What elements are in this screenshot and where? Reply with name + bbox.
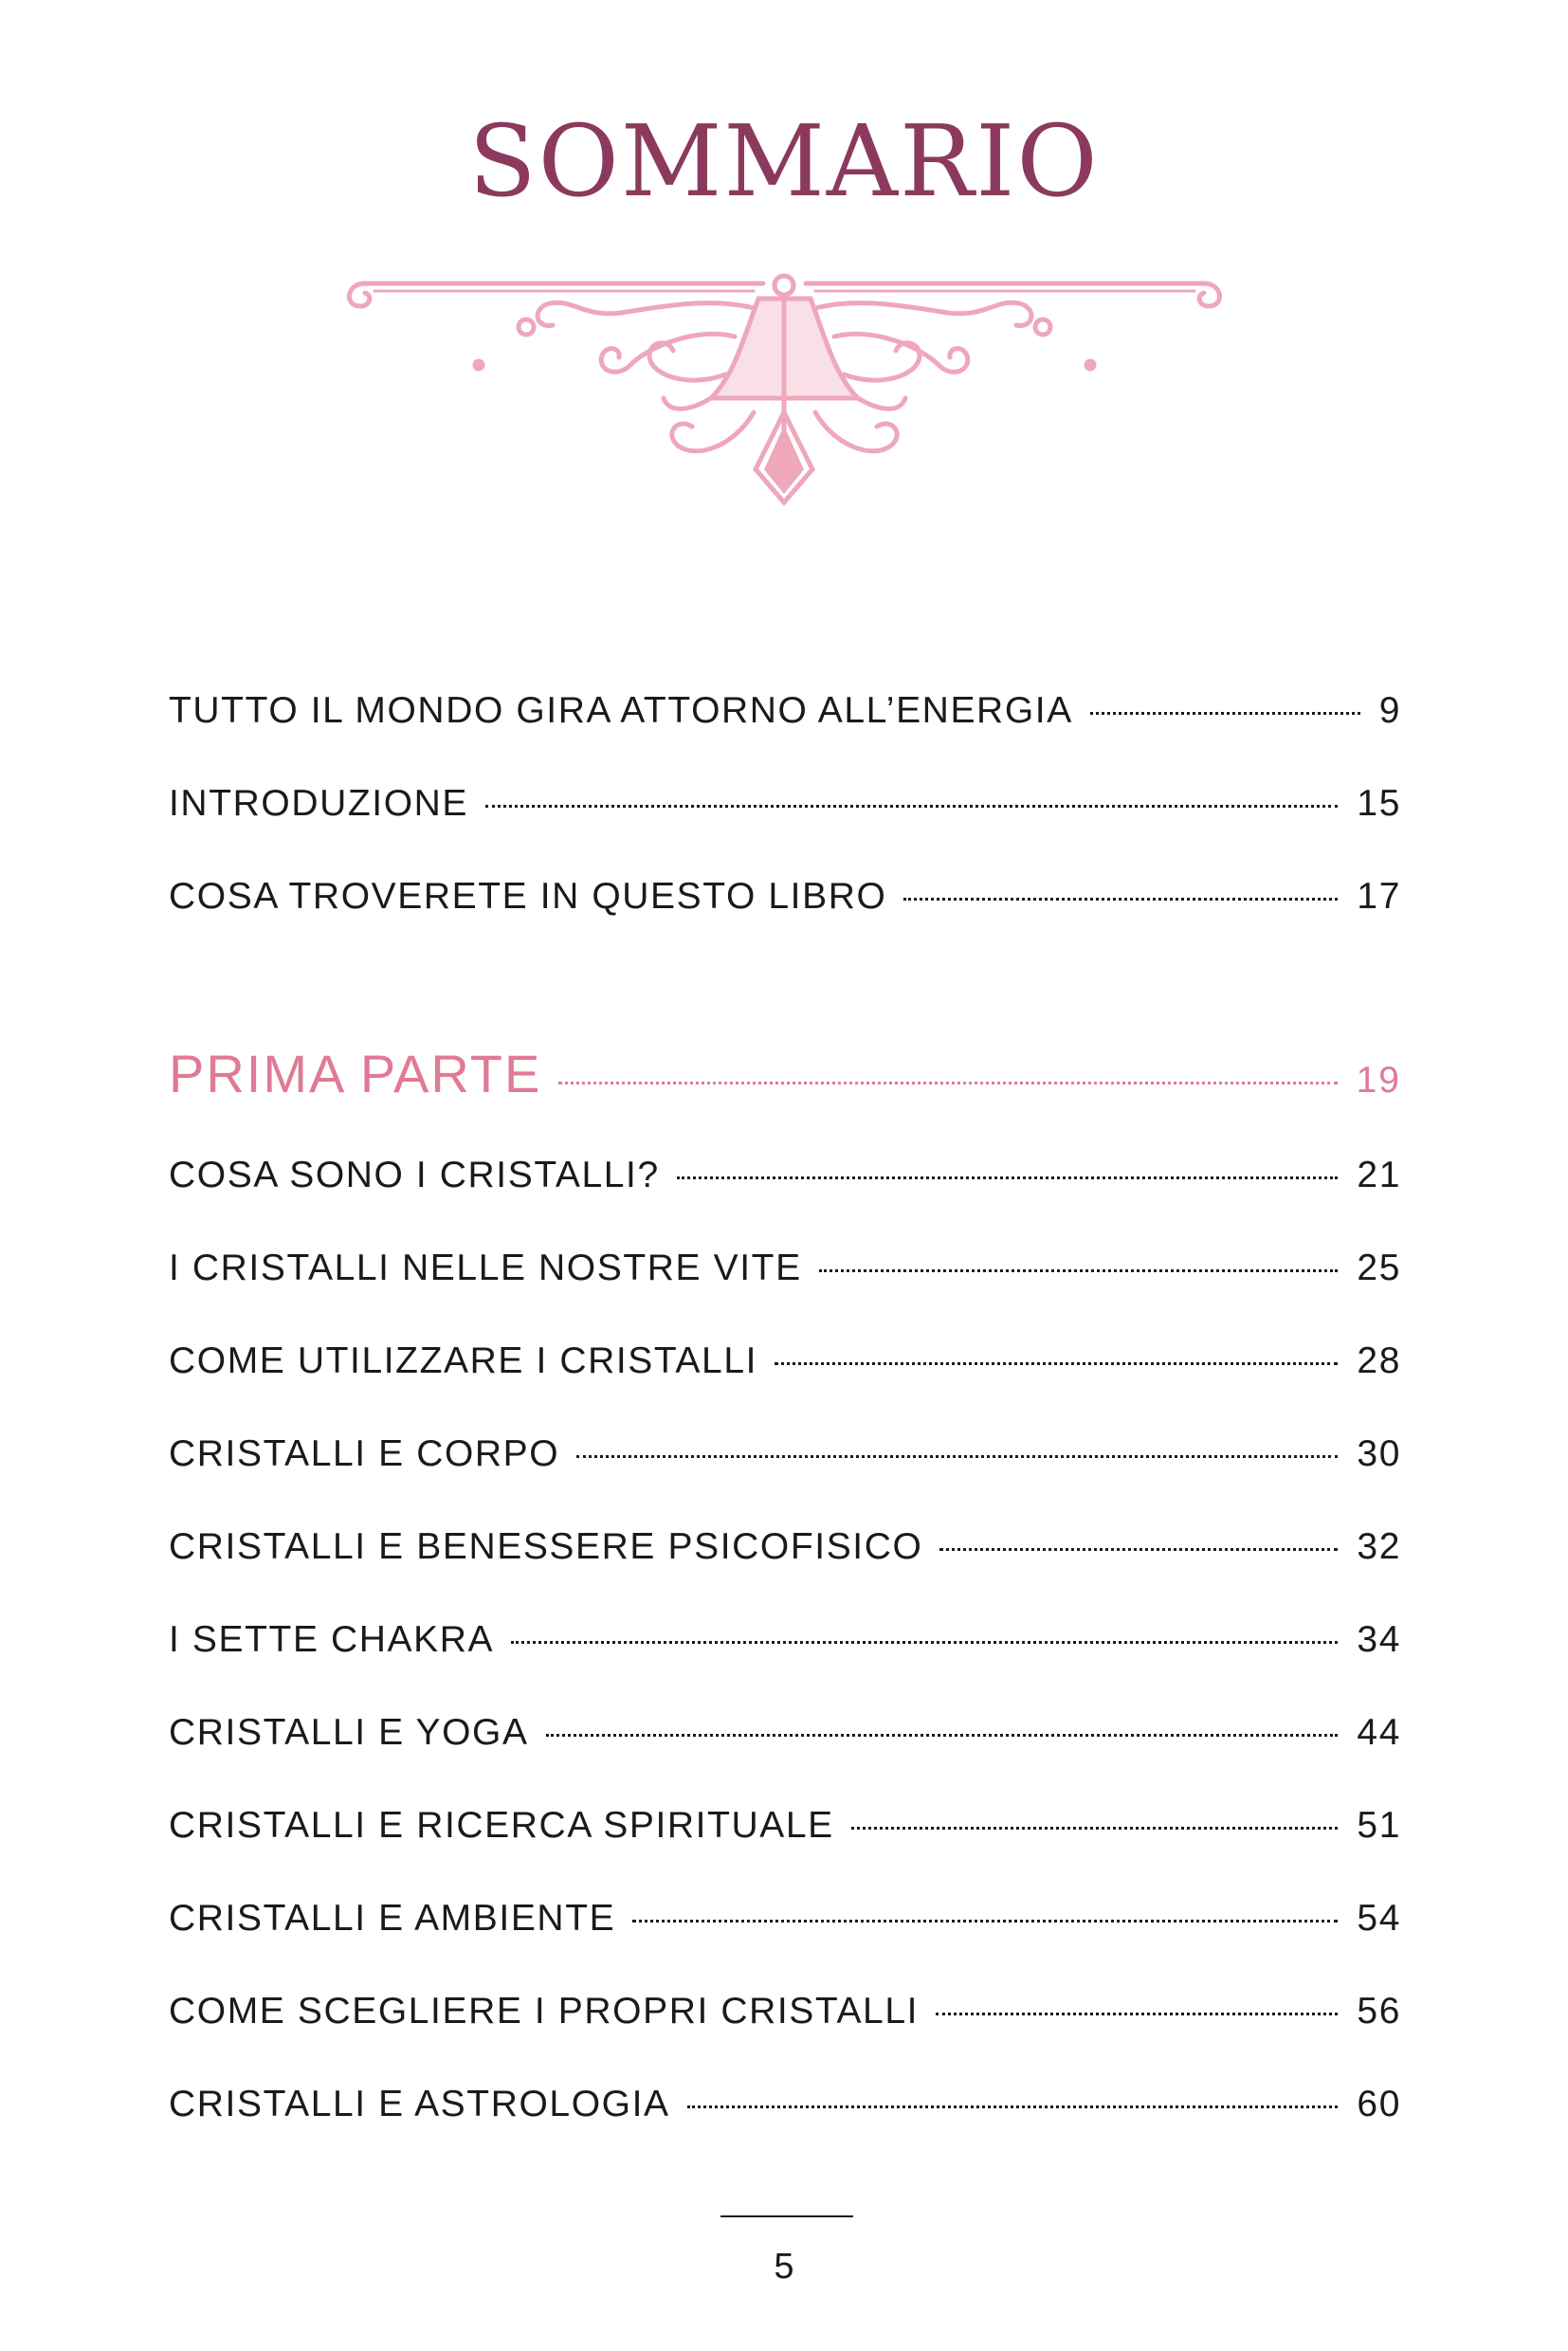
toc-entry-page: 25: [1357, 1248, 1401, 1288]
dot-leader: [632, 1920, 1338, 1923]
toc-entry-page: 15: [1357, 783, 1401, 824]
toc-entry[interactable]: [169, 1155, 1401, 1212]
dot-leader: [576, 1455, 1338, 1458]
toc-entry-page: 51: [1357, 1805, 1401, 1846]
toc-entry-label: COME SCEGLIERE I PROPRI CRISTALLI: [169, 1991, 920, 2032]
toc-entry[interactable]: [169, 1712, 1401, 1769]
toc-entry-label: INTRODUZIONE: [169, 783, 469, 824]
dot-leader: [546, 1734, 1339, 1737]
dot-leader: [936, 2013, 1338, 2015]
toc-entry[interactable]: [169, 783, 1401, 840]
toc-entry-page: 44: [1357, 1712, 1401, 1753]
toc-entry-label: CRISTALLI E YOGA: [169, 1712, 529, 1753]
toc-entry[interactable]: [169, 2084, 1401, 2141]
toc-entry[interactable]: [169, 1898, 1401, 1955]
toc-entry-page: 54: [1357, 1898, 1401, 1939]
dot-leader: [677, 1176, 1339, 1179]
toc-entry[interactable]: [169, 1526, 1401, 1583]
toc-entry-label: CRISTALLI E BENESSERE PSICOFISICO: [169, 1526, 923, 1567]
toc-entry-page: 17: [1357, 876, 1401, 917]
footer-rule: [720, 2215, 853, 2217]
toc-entry-label: CRISTALLI E RICERCA SPIRITUALE: [169, 1805, 834, 1846]
dot-leader: [1090, 712, 1360, 715]
dot-leader: [485, 805, 1338, 808]
dot-leader: [775, 1362, 1338, 1365]
toc-entry[interactable]: [169, 1805, 1401, 1862]
toc-entry-label: CRISTALLI E ASTROLOGIA: [169, 2084, 670, 2124]
toc-entry-page: 9: [1378, 690, 1401, 731]
toc-entry[interactable]: [169, 1340, 1401, 1397]
toc-entry-label: TUTTO IL MONDO GIRA ATTORNO ALL’ENERGIA: [169, 690, 1073, 731]
page-number: 5: [774, 2247, 794, 2287]
toc-entry[interactable]: [169, 1248, 1401, 1304]
toc-part-page: 19: [1356, 1060, 1401, 1101]
toc-entry-page: 28: [1357, 1340, 1401, 1381]
toc-entry-label: I CRISTALLI NELLE NOSTRE VITE: [169, 1248, 802, 1288]
toc-entry-label: COME UTILIZZARE I CRISTALLI: [169, 1340, 758, 1381]
toc-entry-label: COSA SONO I CRISTALLI?: [169, 1155, 660, 1195]
dot-leader: [558, 1082, 1337, 1084]
toc-part-heading[interactable]: [169, 1043, 1401, 1103]
dot-leader: [511, 1641, 1338, 1644]
dot-leader: [939, 1548, 1338, 1551]
toc-entry[interactable]: [169, 876, 1401, 933]
decorative-flourish-icon: [337, 270, 1232, 507]
page-title: SOMMARIO: [468, 103, 1100, 219]
toc-entry-page: 30: [1357, 1433, 1401, 1474]
toc-entry-label: I SETTE CHAKRA: [169, 1619, 495, 1660]
toc-entry[interactable]: [169, 690, 1401, 747]
toc-entry[interactable]: [169, 1991, 1401, 2048]
toc-entry-page: 34: [1357, 1619, 1401, 1660]
dot-leader: [903, 898, 1338, 901]
toc-entry[interactable]: [169, 1619, 1401, 1676]
toc-entry-page: 21: [1357, 1155, 1401, 1195]
toc-part-label: PRIMA PARTE: [169, 1044, 542, 1103]
dot-leader: [851, 1827, 1339, 1830]
toc-entry-page: 60: [1357, 2084, 1401, 2124]
dot-leader: [687, 2105, 1339, 2108]
toc-entry-label: CRISTALLI E AMBIENTE: [169, 1898, 616, 1939]
toc-entry[interactable]: [169, 1433, 1401, 1490]
toc-entry-page: 56: [1357, 1991, 1401, 2032]
toc-entry-label: COSA TROVERETE IN QUESTO LIBRO: [169, 876, 887, 917]
toc-entry-page: 32: [1357, 1526, 1401, 1567]
toc-entry-label: CRISTALLI E CORPO: [169, 1433, 560, 1474]
dot-leader: [819, 1269, 1339, 1272]
